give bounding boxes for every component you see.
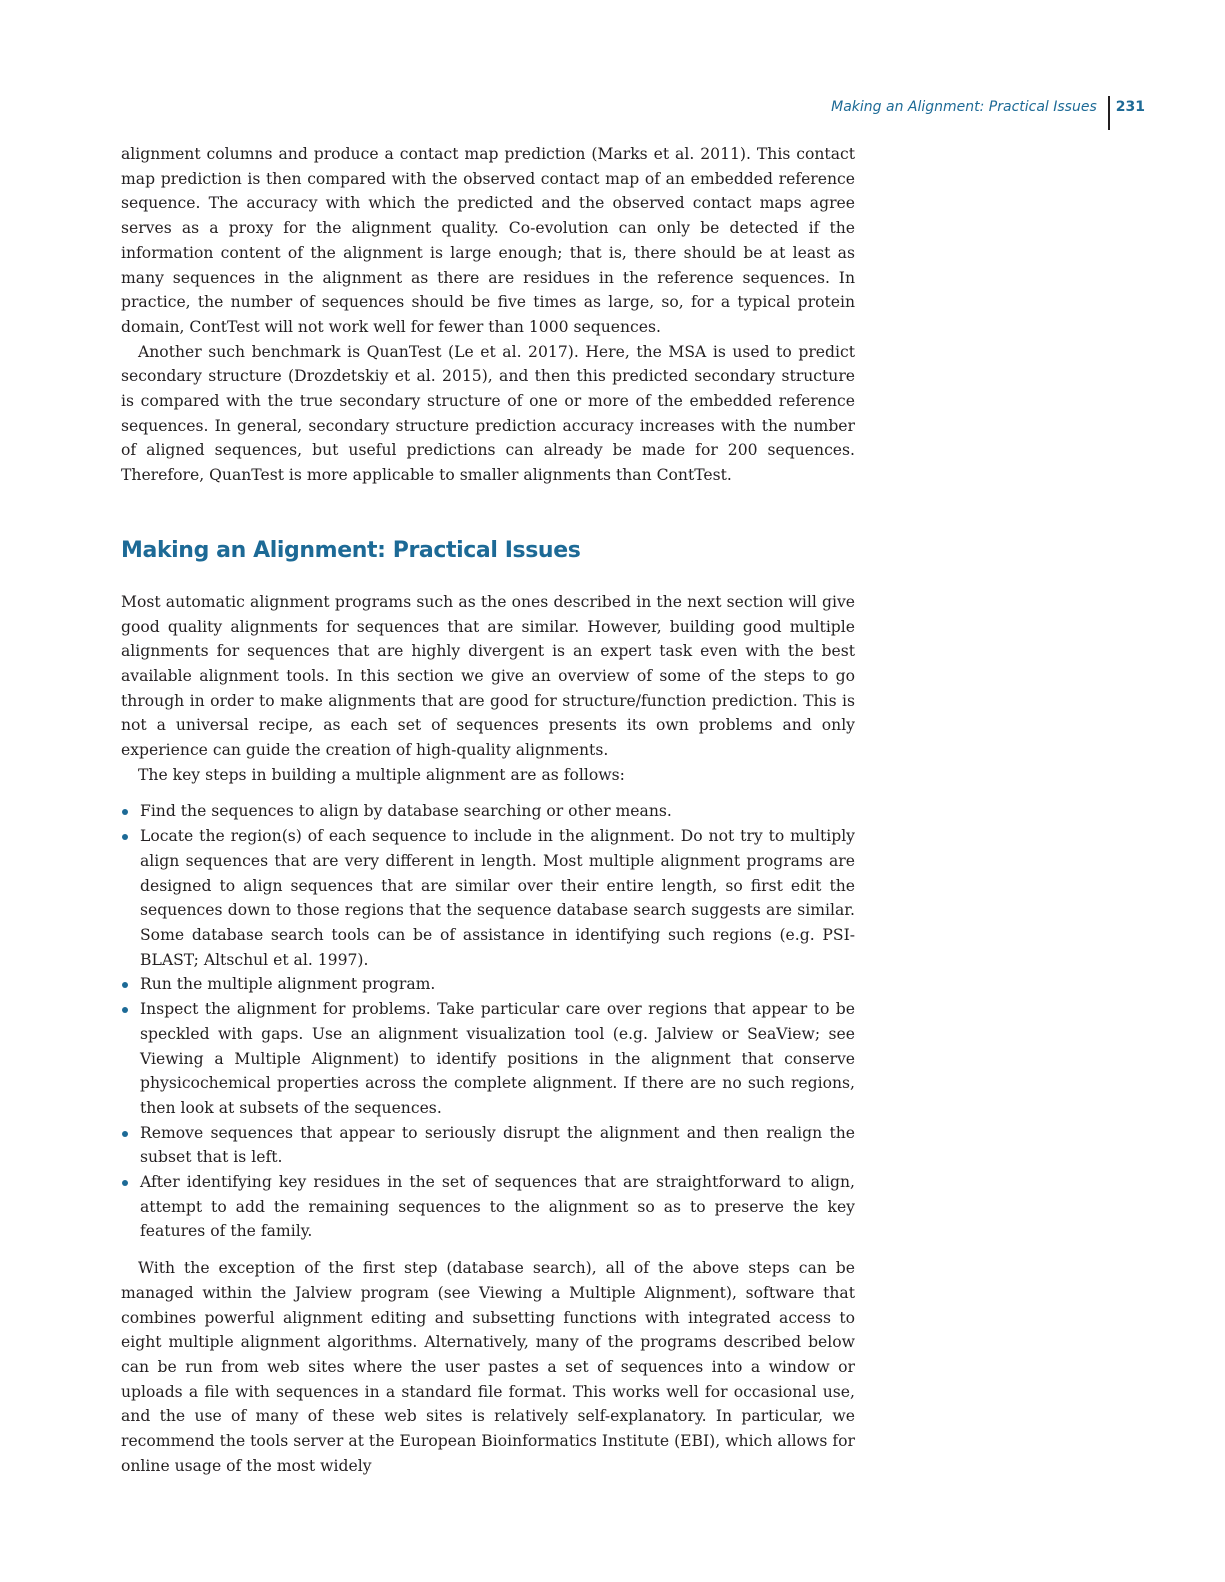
paragraph-quantest: Another such benchmark is QuanTest (Le et al. 2017). Here, the MSA is used to predict secondary structure (Drozdetskiy et al. 2015), and then this predicted secondary structure is compared with the true secondary structure of one or more of the embedded reference sequences. In general, secondary structure prediction accuracy increases with the number of aligned sequences, but useful predictions can already be made for 200 sequences. Therefore, QuanTest is more applicable to smaller alignments than ContTest. [121,342,855,485]
bullet-icon [122,1131,128,1137]
key-steps-list [121,799,855,1244]
bullet-icon [122,1180,128,1186]
list-item: Find the sequences to align by database searching or other means. [121,799,855,824]
list-item: Run the multiple alignment program. [121,972,855,997]
bullet-icon [122,809,128,815]
paragraph-key-steps: The key steps in building a multiple alignment are as follows: [138,765,625,784]
paragraph-jalview: With the exception of the first step (database search), all of the above steps can be managed within the Jalview program (see Viewing a Multiple Alignment), software that combines powerful alignment editing and subsetting functions with integrated access to eight multiple alignment algorithms. Alternatively, many of the programs described below can be run from web sites where the user pastes a set of sequences into a window or uploads a file with sequences in a standard file format. This works well for occasional use, and the use of many of these web sites is relatively self-explanatory. In particular, we recommend the tools server at the European Bioinformatics Institute (EBI), which allows for online usage of the most widely [121,1259,855,1475]
paragraph-intro: Most automatic alignment programs such as the ones described in the next section will give good quality alignments for sequences that are similar. However, building good multiple alignments for sequences that are highly divergent is an expert task even with the best available alignment tools. In this section we give an overview of some of the steps to go through in order to make alignments that are good for structure/function prediction. This is not a universal recipe, as each set of sequences presents its own problems and only experience can guide the creation of high-quality alignments. [121,592,855,760]
list-item: Inspect the alignment for problems. Take particular care over regions that appear to be speckled with gaps. Use an alignment visualization tool (e.g. Jalview or SeaView; see Viewing a Multiple Alignment) to identify positions in the alignment that conserve physicochemical properties across the complete alignment. If there are no such regions, then look at subsets of the sequences. [121,997,855,1121]
section-heading: Making an Alignment: Practical Issues [121,537,581,563]
paragraph-contact-map: alignment columns and produce a contact map prediction (Marks et al. 2011). This contact map prediction is then compared with the observed contact map of an embedded reference sequence. The accuracy with which the predicted and the observed contact maps agree serves as a proxy for the alignment quality. Co-evolution can only be detected if the information content of the alignment is large enough; that is, there should be at least as many sequences in the alignment as there are residues in the reference sequences. In practice, the number of sequences should be five times as large, so, for a typical protein domain, ContTest will not work well for fewer than 1000 sequences. [121,145,855,336]
bullet-icon [122,982,128,988]
page-number: 231 [1115,99,1145,115]
list-item: Remove sequences that appear to seriously disrupt the alignment and then realign the subset that is left. [121,1121,855,1170]
list-item: After identifying key residues in the set of sequences that are straightforward to align, attempt to add the remaining sequences to the alignment so as to preserve the key features of the family. [121,1170,855,1244]
running-header [831,96,1145,130]
list-item: Locate the region(s) of each sequence to include in the alignment. Do not try to multiply align sequences that are very different in length. Most multiple alignment programs are designed to align sequences that are similar over their entire length, so first edit the sequences down to those regions that the sequence database search suggests are similar. Some database search tools can be of assistance in identifying such regions (e.g. PSI-BLAST; Altschul et al. 1997). [121,824,855,972]
body-text [121,142,855,1478]
bullet-icon [122,1007,128,1013]
bullet-icon [122,834,128,840]
running-title: Making an Alignment: Practical Issues [831,99,1097,115]
